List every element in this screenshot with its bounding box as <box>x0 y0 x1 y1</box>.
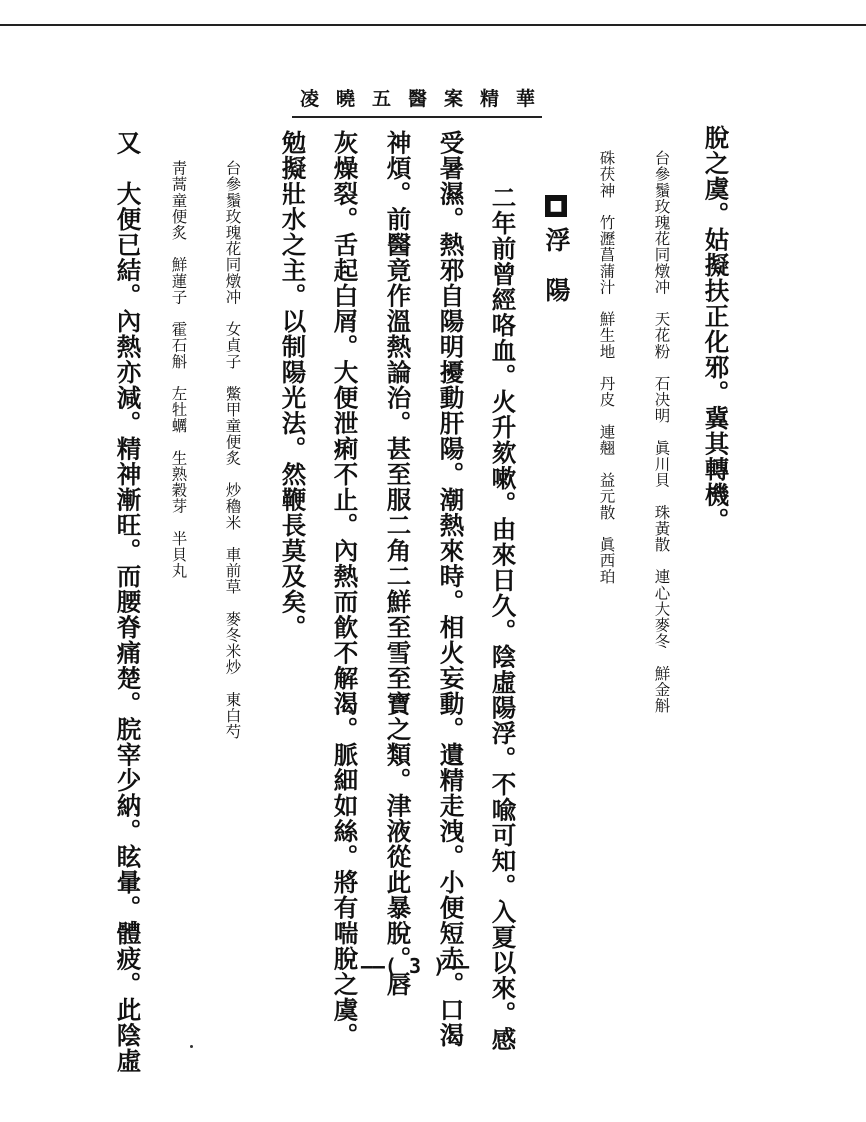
section-heading <box>544 195 569 302</box>
text-column-7: 又 大便已結。內熱亦減。精神漸旺。而腰脊痛楚。脘宰少納。眩暈。體疲。此陰虛 <box>113 130 143 1074</box>
prescription-column-1: 台參鬚玫瑰花同燉冲 天花粉 石决明 眞川貝 珠黃散 連心大麥冬 鮮金斛 <box>652 150 671 714</box>
title-rule <box>292 116 542 118</box>
prescription-column-2: 硃茯神 竹瀝菖蒲汁 鮮生地 丹皮 連翹 益元散 眞西珀 <box>597 150 616 585</box>
prescription-column-4: 靑蒿童便炙 鮮蓮子 霍石斛 左牡蠣 生熟穀芽 半貝丸 <box>169 160 188 579</box>
text-column-6: 勉擬壯水之主。以制陽光法。然鞭長莫及矣。 <box>278 130 308 640</box>
text-column-3: 受暑濕。熱邪自陽明擾動肝陽。潮熱來時。相火妄動。遺精走洩。小便短赤。口渴 <box>436 130 466 1048</box>
section-heading-label: 浮 陽 <box>542 227 571 302</box>
text-column-5: 灰燥裂。舌起白屑。大便泄痢不止。內熱而飮不解渴。脈細如絲。將有喘脫之虞。 <box>330 130 360 1048</box>
text-column-2: 二年前曾經咯血。火升欬嗽。由來日久。陰虛陽浮。不喩可知。入夏以來。感 <box>488 185 518 1052</box>
stray-mark <box>190 1045 193 1048</box>
text-column-1: 脫之虞。姑擬扶正化邪。冀其轉機。 <box>701 125 731 533</box>
running-title: 凌曉五醫案精華 <box>300 88 553 110</box>
prescription-column-3: 台參鬚玫瑰花同燉冲 女貞子 鱉甲童便炙 炒穭米 車前草 麥冬米炒 東白芍 <box>223 160 242 740</box>
heading-marker-icon: ■ <box>545 195 567 217</box>
top-rule <box>0 24 866 26</box>
text-column-4: 神煩。前醫竟作溫熱論治。甚至服二角二鮮至雪至寶之類。津液從此暴脫。唇 <box>383 130 413 997</box>
page-number: ——( 3 )—— <box>360 954 470 978</box>
